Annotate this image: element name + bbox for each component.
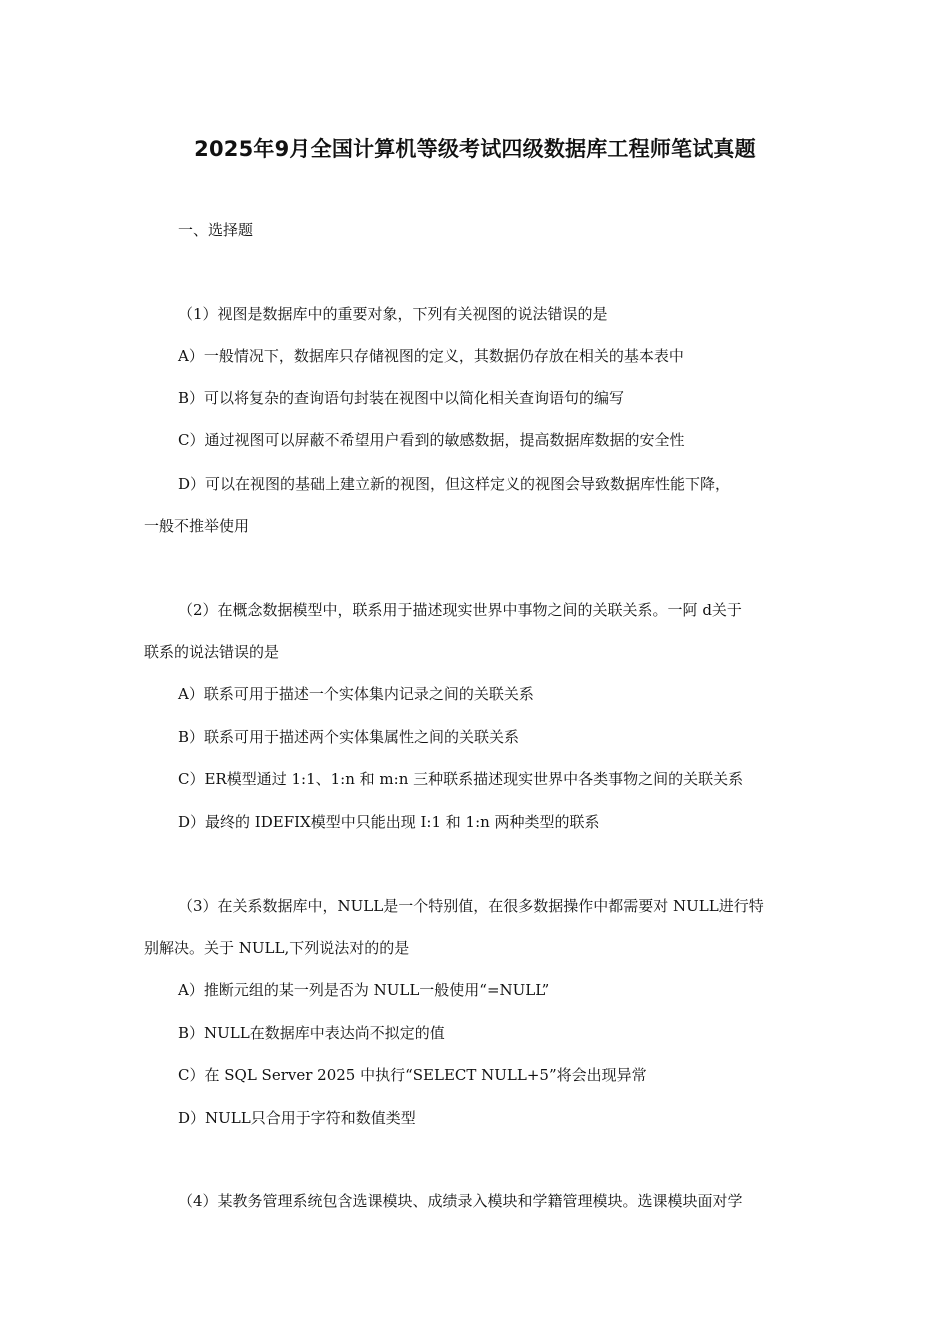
question-3-option-c: C）在 SQL Server 2025 中执行“SELECT NULL+5”将会出现异常: [178, 1066, 647, 1084]
question-3-option-d: D）NULL只合用于字符和数值类型: [178, 1109, 416, 1127]
question-2-stem: （2）在概念数据模型中，联系用于描述现实世界中事物之间的关联关系。一阿 d关于: [178, 601, 742, 619]
question-2-option-b: B）联系可用于描述两个实体集属性之间的关联关系: [178, 728, 520, 746]
question-2-option-a: A）联系可用于描述一个实体集内记录之间的关联关系: [178, 685, 534, 703]
question-1-option-c: C）通过视图可以屏蔽不希望用户看到的敏感数据，提高数据库数据的安全性: [178, 431, 685, 449]
question-1-option-d: D）可以在视图的基础上建立新的视图，但这样定义的视图会导致数据库性能下降，: [178, 475, 731, 493]
question-2-option-c: C）ER模型通过 1:1、1:n 和 m:n 三种联系描述现实世界中各类事物之间的关联关系: [178, 770, 744, 788]
question-3-stem-cont: 别解决。关于 NULL,下列说法对的的是: [144, 939, 410, 957]
question-1-option-d-cont: 一般不推举使用: [144, 517, 250, 535]
document-title: 2025年9月全国计算机等级考试四级数据库工程师笔试真题: [194, 137, 756, 161]
question-4-stem: （4）某教务管理系统包含选课模块、成绩录入模块和学籍管理模块。选课模块面对学: [178, 1192, 743, 1210]
question-3-option-b: B）NULL在数据库中表达尚不拟定的值: [178, 1024, 445, 1042]
section-heading: 一、选择题: [178, 221, 254, 239]
question-1-stem: （1）视图是数据库中的重要对象，下列有关视图的说法错误的是: [178, 305, 608, 323]
question-1-option-b: B）可以将复杂的查询语句封装在视图中以简化相关查询语句的编写: [178, 389, 625, 407]
question-2-option-d: D）最终的 IDEFIX模型中只能出现 I:1 和 1:n 两种类型的联系: [178, 813, 600, 831]
question-1-option-a: A）一般情况下，数据库只存储视图的定义，其数据仍存放在相关的基本表中: [178, 347, 684, 365]
question-3-option-a: A）推断元组的某一列是否为 NULL一般使用“=NULL”: [178, 981, 550, 999]
question-3-stem: （3）在关系数据库中，NULL是一个特别值，在很多数据操作中都需要对 NULL进行特: [178, 897, 764, 915]
question-2-stem-cont: 联系的说法错误的是: [144, 643, 280, 661]
